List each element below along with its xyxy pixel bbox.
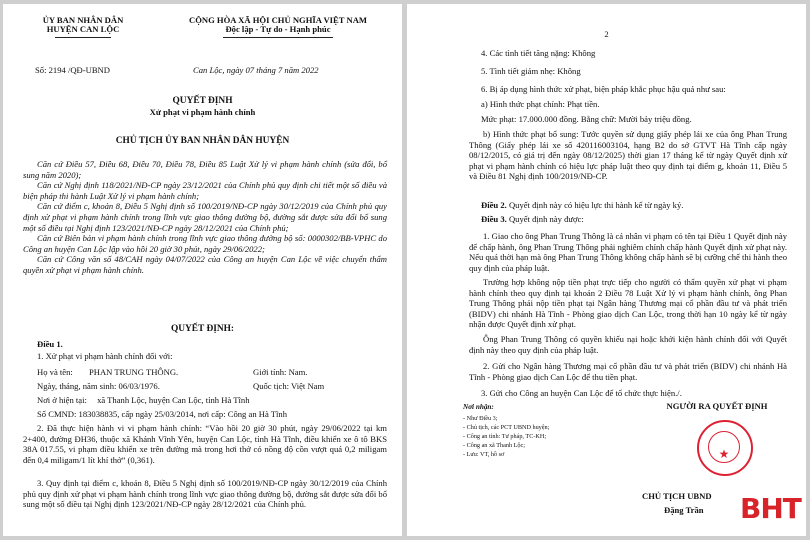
- basis-3: Căn cứ điểm c, khoản 8, Điều 5 Nghị định số 100/2019/NĐ-CP ngày 30/12/2019 của Chính phủ quy định xử phạt vi phạm hành chính trong lĩnh vực giao thông đường bộ, đường sắt được sửa đổi bổ sung một số điều tại Nghị định 123/2021/NĐ-CP ngày 28/12/2021 của Chính phủ;: [23, 201, 387, 233]
- article-1-label: Điều 1.: [37, 339, 63, 349]
- field-dob: Ngày, tháng, năm sinh: 06/03/1976.: [37, 381, 160, 391]
- field-gender: Giới tính: Nam.: [253, 367, 308, 377]
- doc-number: Số: 2194 /QĐ-UBND: [35, 65, 110, 75]
- article-3-point-2: 2. Gửi cho Ngân hàng Thương mại cổ phần đầu tư và phát triển (BIDV) chi nhánh Hà Tĩnh - Phòng giao dịch Can Lộc để thu tiền phạt.: [469, 361, 787, 382]
- motto-line-2: Độc lập - Tự do - Hạnh phúc: [225, 24, 331, 35]
- basis-2: Căn cứ Nghị định 118/2021/NĐ-CP ngày 23/12/2021 của Chính phủ quy định chi tiết một số điều và biện pháp thi hành Luật Xử lý vi phạm hành chính;: [23, 180, 387, 201]
- article-3: [481, 215, 584, 224]
- seal-star-icon: ★: [718, 447, 730, 461]
- page-subtitle: Xử phạt vi phạm hành chính: [149, 107, 256, 117]
- issuing-authority: CHỦ TỊCH ỦY BAN NHÂN DÂN HUYỆN: [115, 136, 290, 146]
- mitigating-factors: 5. Tình tiết giảm nhẹ: Không: [481, 66, 581, 76]
- aggravating-factors: 4. Các tình tiết tăng nặng: Không: [481, 48, 596, 58]
- field-nationality: Quốc tịch: Việt Nam: [253, 381, 325, 391]
- fine-amount: Mức phạt: 17.000.000 đồng. Bằng chữ: Mười bảy triệu đồng.: [481, 114, 692, 124]
- penalty-measures: 6. Bị áp dụng hình thức xử phạt, biện pháp khắc phục hậu quả như sau:: [481, 84, 726, 94]
- page-title: QUYẾT ĐỊNH: [172, 96, 233, 106]
- article-2-text: Quyết định này có hiệu lực thi hành kể từ ngày ký.: [508, 200, 684, 210]
- article-3-appeal: Ông Phan Trung Thông có quyền khiếu nại hoặc khởi kiện hành chính đối với Quyết định này theo quy định của pháp luật.: [469, 334, 787, 355]
- item-3: 3. Quy định tại điểm c, khoản 8, Điều 5 Nghị định số 100/2019/NĐ-CP ngày 30/12/2019 của Chính phủ quy định xử phạt vi phạm hành chính trong lĩnh vực giao thông đường bộ, đường sắt được sửa đổi bổ sung một số điều tại Nghị định 123/2021/NĐ-CP ngày 28/12/2021 của Chính phủ.: [23, 478, 387, 510]
- agency-underline: [55, 37, 111, 38]
- field-address: [37, 396, 250, 405]
- recipients-title: Nơi nhận:: [463, 403, 494, 411]
- field-id-card: Số CMND: 183038835, cấp ngày 25/03/2014, nơi cấp: Công an Hà Tĩnh: [37, 409, 288, 419]
- article-2-label: Điều 2.: [481, 200, 507, 210]
- article-2: [481, 201, 683, 210]
- article-3-point-3: 3. Gửi cho Công an huyện Can Lộc để tổ chức thực hiện./.: [481, 388, 682, 398]
- item-1: 1. Xử phạt vi phạm hành chính đối với:: [37, 351, 173, 361]
- recipient-5: - Lưu: VT, hồ sơ: [463, 451, 505, 458]
- field-name-label: Họ và tên:: [37, 367, 73, 377]
- legal-bases: [23, 159, 387, 276]
- agency-name: [23, 16, 143, 35]
- document-page-1: [3, 4, 402, 536]
- signer-name: Đặng Trần: [664, 505, 704, 515]
- official-seal: [697, 420, 753, 476]
- signer-role: CHỦ TỊCH UBND: [642, 491, 712, 501]
- field-name-value: PHAN TRUNG THÔNG.: [88, 367, 179, 377]
- decision-heading: QUYẾT ĐỊNH:: [170, 324, 235, 334]
- recipient-3: - Công an tỉnh: Tư pháp, TC-KH;: [463, 433, 547, 440]
- article-3-point-1: 1. Giao cho ông Phan Trung Thông là cá nhân vi phạm có tên tại Điều 1 Quyết định này để chấp hành, ông Phan Trung Thông phải nghiêm chỉnh chấp hành Quyết định xử phạt này. Nếu quá thời hạn mà ông Phan Trung Thông không chấp hành sẽ bị cưỡng chế thi hành theo quy định của pháp luật.: [469, 231, 787, 273]
- basis-5: Căn cứ Công văn số 48/CAH ngày 04/07/2022 của Công an huyện Can Lộc về việc chuyển thẩm quyền xử phạt vi phạm hành chính.: [23, 254, 387, 275]
- recipient-4: - Công an xã Thanh Lộc;: [463, 442, 525, 449]
- main-penalty: a) Hình thức phạt chính: Phạt tiền.: [481, 99, 600, 109]
- page-number: 2: [604, 29, 609, 39]
- recipient-2: - Chủ tịch, các PCT UBND huyện;: [463, 424, 550, 431]
- field-name: [37, 368, 178, 377]
- place-date: Can Lộc, ngày 07 tháng 7 năm 2022: [193, 65, 319, 75]
- article-3-payment: Trường hợp không nộp tiền phạt trực tiếp cho người có thẩm quyền xử phạt vi phạm hành chính theo quy định tại khoản 2 Điều 78 Luật Xử lý vi phạm hành chính, ông Phan Trung Thông phải nộp tiền phạt tại Ngân hàng Thương mại cổ phần đầu tư và phát triển (BIDV) chi nhánh Hà Tĩnh - Phòng giao dịch Can Lộc, trong thời hạn 10 ngày kể từ ngày nhận được Quyết định xử phạt.: [469, 277, 787, 330]
- recipient-1: - Như Điều 3;: [463, 415, 498, 422]
- national-motto: [163, 16, 393, 35]
- motto-line-1: CỘNG HÒA XÃ HỘI CHỦ NGHĨA VIỆT NAM: [188, 15, 368, 25]
- agency-line-2: HUYỆN CAN LỘC: [46, 24, 120, 35]
- recipients-list: [463, 414, 549, 459]
- document-page-2: [407, 4, 806, 536]
- basis-1: Căn cứ Điều 57, Điều 68, Điều 70, Điều 78, Điều 85 Luật Xử lý vi phạm hành chính (sửa đổi, bổ sung năm 2020);: [23, 159, 387, 180]
- field-address-value: xã Thanh Lộc, huyện Can Lộc, tỉnh Hà Tĩnh: [97, 395, 250, 405]
- article-3-label: Điều 3.: [481, 214, 507, 224]
- motto-underline: [223, 37, 333, 38]
- additional-penalty: b) Hình thức phạt bổ sung: Tước quyền sử dụng giấy phép lái xe của ông Phan Trung Thông (Giấy phép lái xe số 420116003104, hạng B2 do sở GTVT Hà Tĩnh cấp ngày 08/12/2015, có giá trị đến ngày 08/12/2025) thời gian 17 tháng kể từ ngày Quyết định xử phạt vi phạm hành chính có hiệu lực pháp luật theo quy định tại điểm g, khoản 11, Điều 5 và Điều 81 Nghị định 100/2019/NĐ-CP.: [469, 129, 787, 182]
- agency-line-1: ỦY BAN NHÂN DÂN: [42, 15, 124, 25]
- basis-4: Căn cứ Biên bản vi phạm hành chính trong lĩnh vực giao thông đường bộ số: 0000302/BB-VPHC do Công an huyện Can Lộc lập vào hồi 20 giờ 30 phút, ngày 29/06/2022;: [23, 233, 387, 254]
- signer-title: NGƯỜI RA QUYẾT ĐỊNH: [666, 401, 768, 411]
- bht-watermark-logo: BHT: [740, 492, 801, 525]
- article-3-text: Quyết định này được:: [508, 214, 584, 224]
- item-2: 2. Đã thực hiện hành vi vi phạm hành chính: “Vào hồi 20 giờ 30 phút, ngày 29/06/2022 tại km 2+400, đường ĐH36, thuộc xã Khánh Vĩnh Yên, huyện Can Lộc, tỉnh Hà Tĩnh, điều khiển xe ô tô BKS 38A 017.55, vi phạm điều khiển xe trên đường mà trong hơi thở có nồng độ cồn vượt quá 0,2 miligam đến 0,4 miligam/1 lít khí thở” (0,361).: [23, 423, 387, 465]
- seal-inner-ring: [708, 431, 740, 463]
- field-address-label: Nơi ở hiện tại:: [37, 395, 87, 405]
